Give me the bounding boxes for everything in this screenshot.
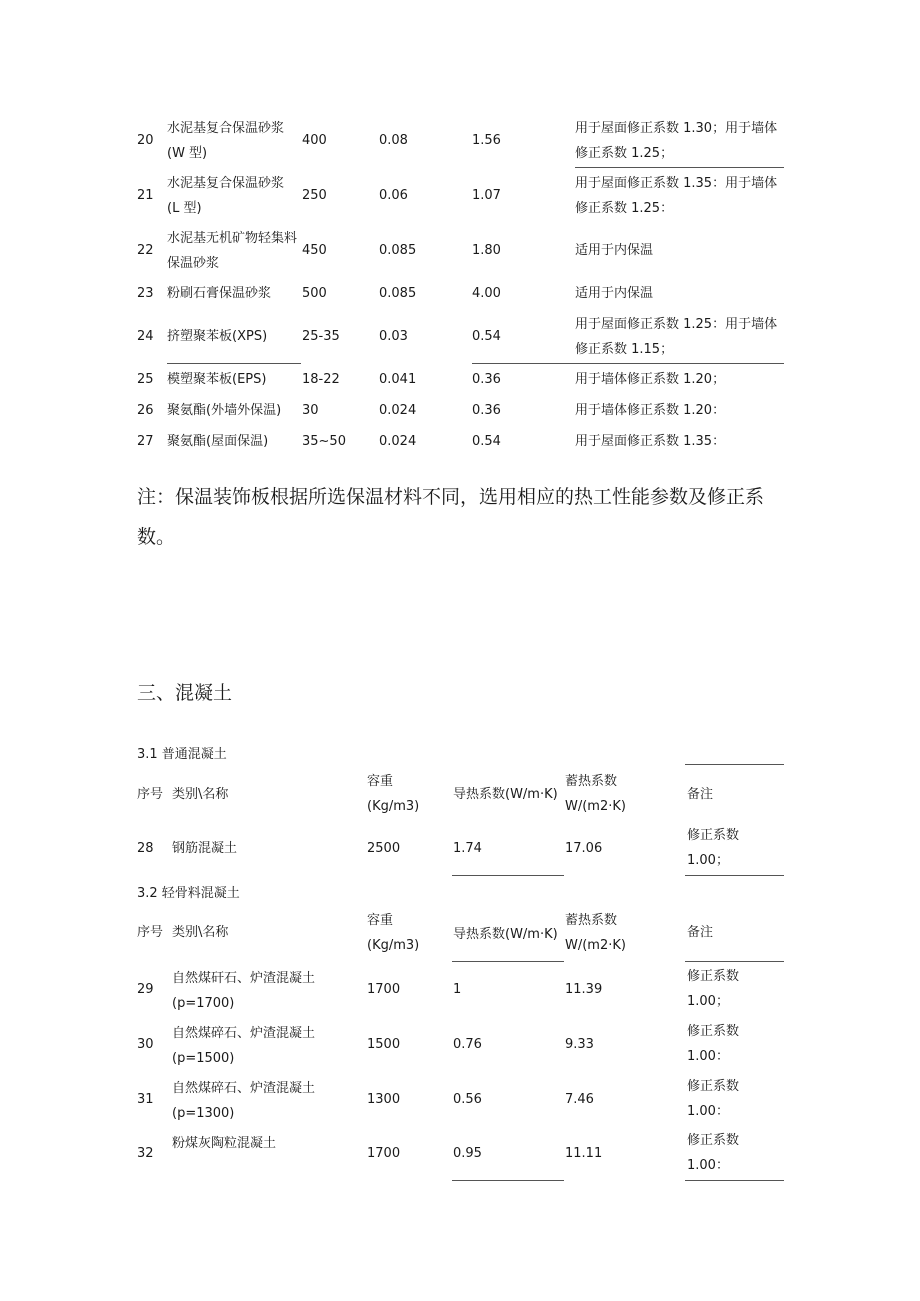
conductivity-value: 0.024 — [379, 434, 417, 449]
header-name: 类别\名称 — [172, 787, 229, 802]
conductivity-value: 0.03 — [379, 329, 408, 344]
density-value: 400 — [302, 133, 327, 148]
remark-text: 用于屋面修正系数 1.30；用于墙体修正系数 1.25； — [575, 121, 778, 161]
header-conductivity: 导热系数(W/m·K) — [453, 787, 558, 802]
storage-value: 1.80 — [472, 243, 501, 258]
storage-value: 7.46 — [565, 1092, 594, 1107]
density-value: 1700 — [367, 1146, 401, 1161]
table-row-no: 21 — [137, 188, 154, 203]
table-row-no: 32 — [137, 1146, 154, 1161]
header-no: 序号 — [137, 925, 164, 940]
conductivity-value: 0.024 — [379, 403, 417, 418]
material-name: 粉刷石膏保温砂浆 — [167, 286, 272, 301]
material-name: 聚氨酯(外墙外保温) — [167, 403, 282, 418]
header-conductivity: 导热系数(W/m·K) — [453, 927, 558, 942]
table-row-no: 29 — [137, 982, 154, 997]
table-row-no: 27 — [137, 434, 154, 449]
conductivity-value: 0.56 — [453, 1092, 482, 1107]
storage-value: 0.36 — [472, 372, 501, 387]
subsection-title: 3.1 普通混凝土 — [137, 747, 227, 762]
material-name: 自然煤碎石、炉渣混凝土(p=1300) — [172, 1081, 316, 1121]
material-name: 粉煤灰陶粒混凝土 — [172, 1136, 277, 1151]
storage-value: 0.54 — [472, 434, 501, 449]
divider — [452, 875, 564, 876]
storage-value: 0.36 — [472, 403, 501, 418]
divider — [452, 961, 564, 962]
density-value: 2500 — [367, 841, 401, 856]
material-name: 模塑聚苯板(EPS) — [167, 372, 267, 387]
material-name: 自然煤矸石、炉渣混凝土(p=1700) — [172, 971, 316, 1011]
density-value: 1500 — [367, 1037, 401, 1052]
header-density: 容重(Kg/m3) — [367, 774, 420, 814]
remark-text: 修正系数1.00； — [687, 828, 740, 868]
divider — [452, 1180, 564, 1181]
density-value: 1300 — [367, 1092, 401, 1107]
header-storage: 蓄热系数W/(m2·K) — [565, 774, 626, 814]
material-name: 聚氨酯(屋面保温) — [167, 434, 269, 449]
density-value: 35~50 — [302, 434, 346, 449]
remark-text: 用于屋面修正系数 1.35：用于墙体修正系数 1.25： — [575, 176, 778, 216]
conductivity-value: 0.08 — [379, 133, 408, 148]
storage-value: 0.54 — [472, 329, 501, 344]
table-row-no: 26 — [137, 403, 154, 418]
note-paragraph: 注：保温装饰板根据所选保温材料不同，选用相应的热工性能参数及修正系数。 — [137, 486, 765, 548]
storage-value: 17.06 — [565, 841, 603, 856]
conductivity-value: 0.76 — [453, 1037, 482, 1052]
density-value: 500 — [302, 286, 327, 301]
conductivity-value: 0.085 — [379, 286, 417, 301]
table-row-no: 31 — [137, 1092, 154, 1107]
remark-text: 适用于内保温 — [575, 286, 654, 301]
remark-text: 用于墙体修正系数 1.20； — [575, 372, 726, 387]
density-value: 18-22 — [302, 372, 340, 387]
remark-text: 用于屋面修正系数 1.25：用于墙体修正系数 1.15； — [575, 317, 778, 357]
header-remark: 备注 — [687, 925, 714, 940]
conductivity-value: 0.95 — [453, 1146, 482, 1161]
divider — [167, 363, 301, 364]
material-name: 挤塑聚苯板(XPS) — [167, 329, 268, 344]
header-name: 类别\名称 — [172, 925, 229, 940]
storage-value: 4.00 — [472, 286, 501, 301]
divider — [685, 961, 784, 962]
storage-value: 11.11 — [565, 1146, 603, 1161]
header-no: 序号 — [137, 787, 164, 802]
table-row-no: 25 — [137, 372, 154, 387]
density-value: 1700 — [367, 982, 401, 997]
density-value: 30 — [302, 403, 319, 418]
remark-text: 修正系数1.00： — [687, 1024, 740, 1064]
header-density: 容重(Kg/m3) — [367, 913, 420, 953]
remark-text: 用于屋面修正系数 1.35： — [575, 434, 726, 449]
divider — [575, 167, 784, 168]
header-remark: 备注 — [687, 787, 714, 802]
conductivity-value: 1 — [453, 982, 462, 997]
conductivity-value: 0.041 — [379, 372, 417, 387]
storage-value: 11.39 — [565, 982, 603, 997]
divider — [685, 764, 784, 765]
density-value: 250 — [302, 188, 327, 203]
material-name: 水泥基无机矿物轻集料保温砂浆 — [167, 231, 298, 271]
remark-text: 修正系数1.00： — [687, 1133, 740, 1173]
material-name: 自然煤碎石、炉渣混凝土(p=1500) — [172, 1026, 316, 1066]
remark-text: 用于墙体修正系数 1.20： — [575, 403, 726, 418]
table-row-no: 30 — [137, 1037, 154, 1052]
subsection-title: 3.2 轻骨料混凝土 — [137, 886, 240, 901]
material-name: 钢筋混凝土 — [172, 841, 238, 856]
material-name: 水泥基复合保温砂浆(L 型) — [167, 176, 285, 216]
storage-value: 1.56 — [472, 133, 501, 148]
table-row-no: 23 — [137, 286, 154, 301]
storage-value: 9.33 — [565, 1037, 594, 1052]
table-row-no: 24 — [137, 329, 154, 344]
density-value: 25-35 — [302, 329, 340, 344]
conductivity-value: 1.74 — [453, 841, 482, 856]
table-row-no: 28 — [137, 841, 154, 856]
material-name: 水泥基复合保温砂浆(W 型) — [167, 121, 285, 161]
conductivity-value: 0.085 — [379, 243, 417, 258]
section-title: 三、混凝土 — [137, 682, 233, 704]
remark-text: 适用于内保温 — [575, 243, 654, 258]
density-value: 450 — [302, 243, 327, 258]
table-row-no: 22 — [137, 243, 154, 258]
table-row-no: 20 — [137, 133, 154, 148]
divider — [472, 363, 784, 364]
conductivity-value: 0.06 — [379, 188, 408, 203]
storage-value: 1.07 — [472, 188, 501, 203]
header-storage: 蓄热系数W/(m2·K) — [565, 913, 626, 953]
divider — [685, 875, 784, 876]
divider — [685, 1180, 784, 1181]
remark-text: 修正系数1.00： — [687, 1079, 740, 1119]
remark-text: 修正系数1.00； — [687, 969, 740, 1009]
